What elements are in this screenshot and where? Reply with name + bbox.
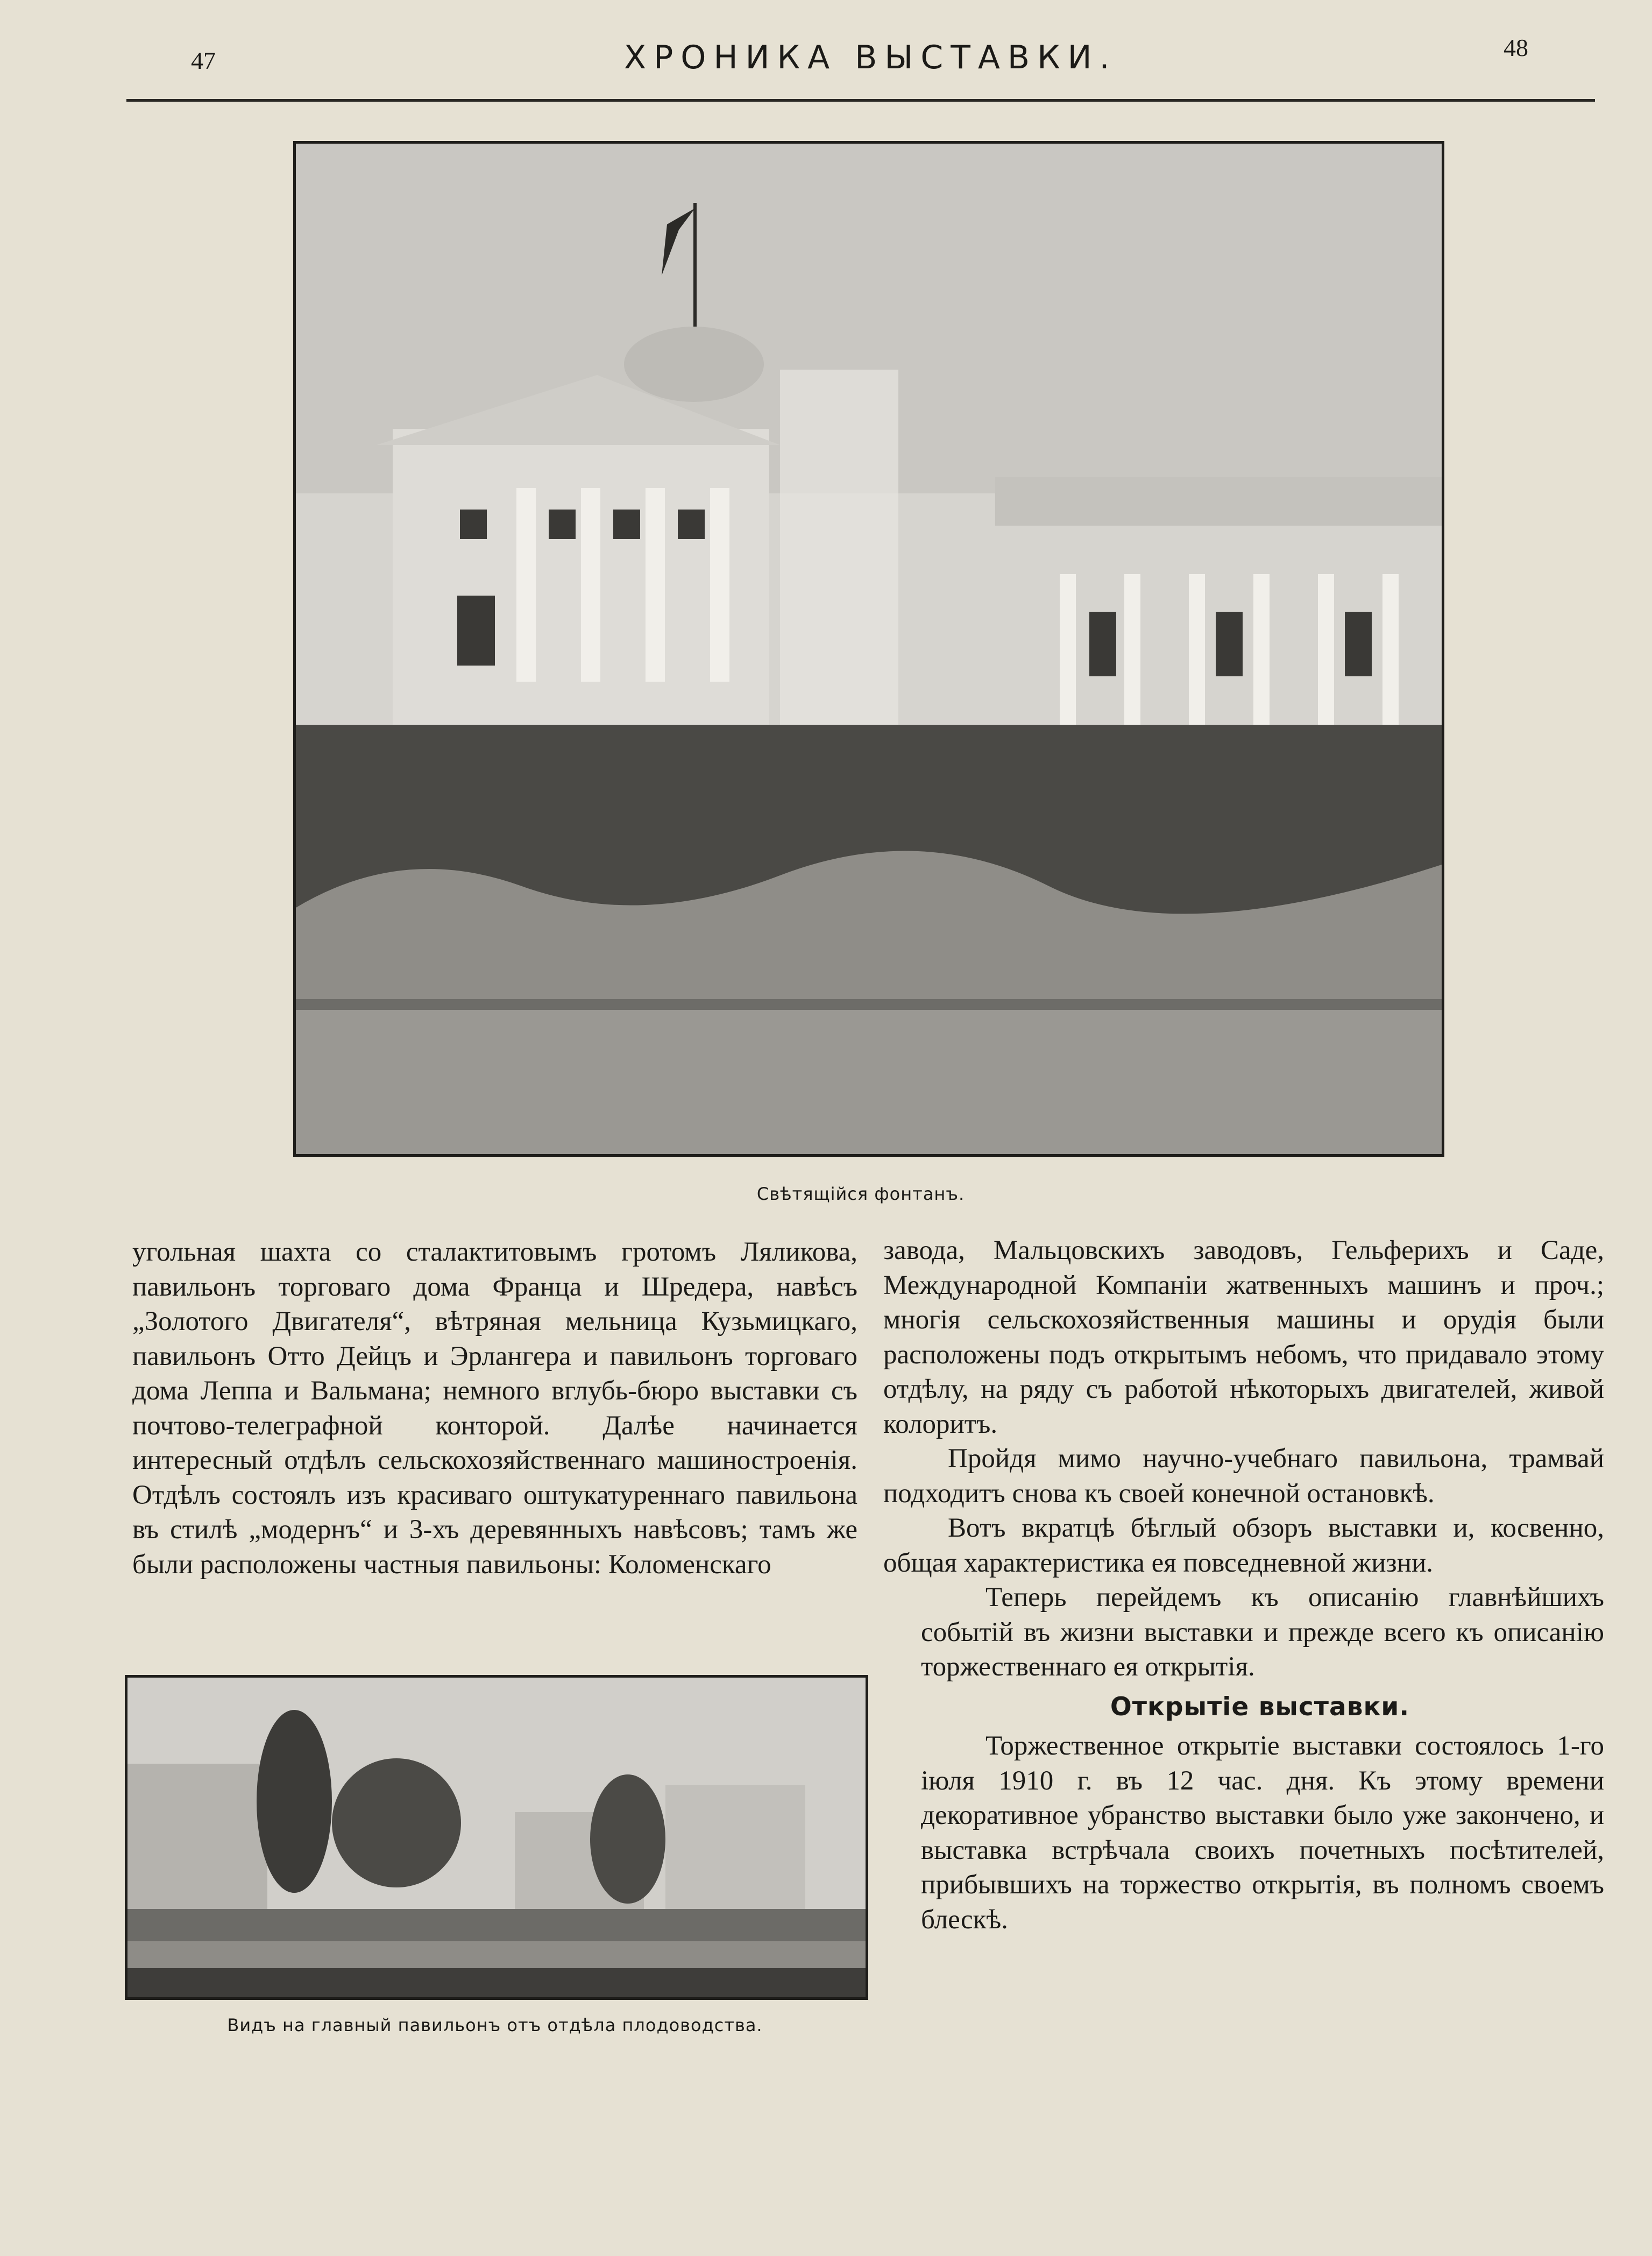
page-number-right: 48: [1504, 34, 1528, 61]
left-text-column: [132, 1235, 857, 1582]
header-rule: [126, 99, 1595, 102]
fountain-photo: [293, 141, 1444, 1157]
right-paragraph-5: Торжественное открытiе выставки состоялось 1-го iюля 1910 г. въ 12 час. дня. Къ этому времени декоративное убранство выставки было уже закончено, и выставка встрѣчала своихъ почетныхъ посѣтителей, прибывшихъ на торжество открытiя, въ полномъ своемъ блескѣ.: [921, 1731, 1604, 1935]
right-paragraph-3: Вотъ вкратцѣ бѣглый обзоръ выставки и, косвенно, общая характеристика ея повседневной жизни.: [883, 1513, 1604, 1578]
section-title: Открытiе выставки.: [1110, 1692, 1410, 1722]
right-paragraph-2: Пройдя мимо научно-учебнаго павильона, трамвай подходитъ снова къ своей конечной остановкѣ.: [883, 1444, 1604, 1509]
right-text-column: [883, 1233, 1604, 1937]
fountain-caption: Свѣтящiйся фонтанъ.: [756, 1184, 965, 1204]
pavilion-photo: [125, 1675, 868, 2000]
right-paragraph-1: завода, Мальцовскихъ заводовъ, Гельферихъ и Саде, Международной Компанiи жатвенныхъ машинъ и проч.; многiя сельскохозяйственныя машины и орудiя были расположены подъ открытымъ небомъ, что придавало этому отдѣлу, на ряду съ работой нѣкоторыхъ двигателей, живой колоритъ.: [883, 1235, 1604, 1439]
running-header-title: ХРОНИКА ВЫСТАВКИ.: [624, 39, 1117, 76]
left-paragraph: угольная шахта со сталактитовымъ гротомъ Ляликова, павильонъ торговаго дома Франца и Шредера, навѣсъ „Золотого Двигателя“, вѣтряная мельница Кузьмицкаго, павильонъ Отто Дейцъ и Эрлангера и павильонъ торговаго дома Леппа и Вальмана; немного вглубь-бюро выставки съ почтово-телеграфной конторой. Далѣе начинается интересный отдѣлъ сельскохозяйственнаго машиностроенiя. Отдѣлъ состоялъ изъ красиваго оштукатуреннаго павильона въ стилѣ „модернъ“ и 3-хъ деревянныхъ навѣсовъ; тамъ же были расположены частныя павильоны: Коломенскаго: [132, 1237, 857, 1580]
page-number-left: 47: [191, 47, 216, 74]
pavilion-caption: Видъ на главный павильонъ отъ отдѣла плодоводства.: [227, 2015, 763, 2035]
right-paragraph-4: Теперь перейдемъ къ описанiю главнѣйшихъ событiй въ жизни выставки и прежде всего къ описанiю торжественнаго ея открытiя.: [921, 1582, 1604, 1682]
